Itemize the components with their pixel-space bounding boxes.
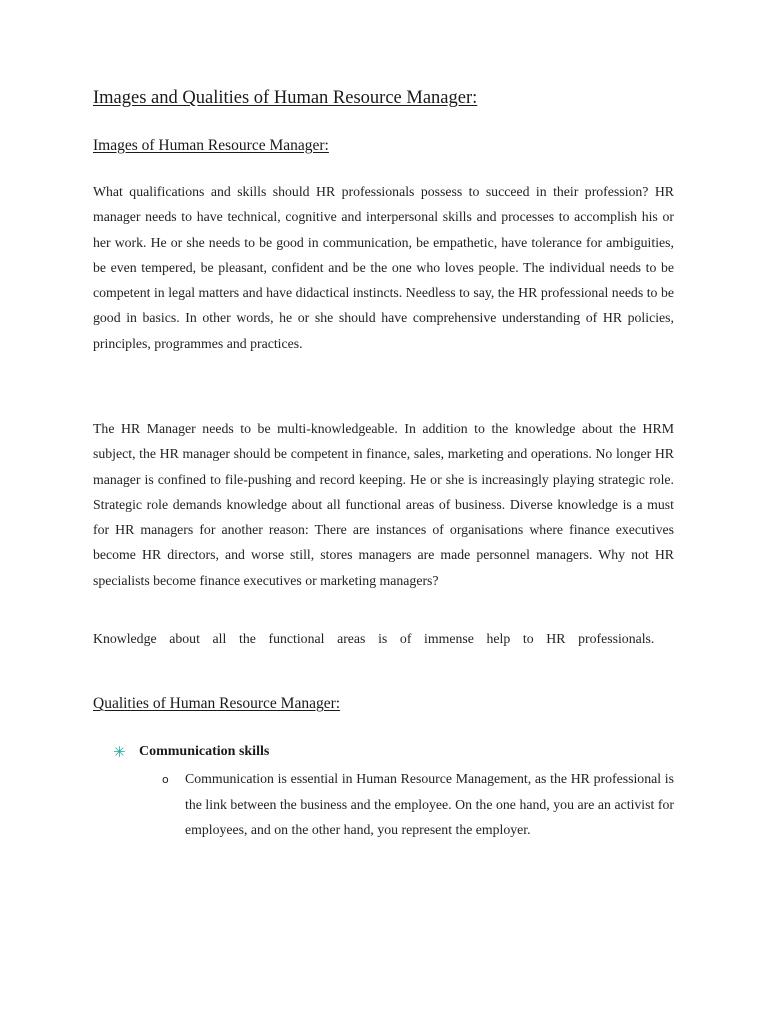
paragraph-qualifications: What qualifications and skills should HR professionals possess to succeed in their profession? HR manager needs to have technical, cognitive and interpersonal skills and processes to accomplish his or her work. He or she needs to be good in communication, be empathetic, have tolerance for ambiguities, be even tempered, be pleasant, confident and be the one who loves people. The individual needs to be competent in legal matters and have didactical instincts. Needless to say, the HR professional needs to be good in basics. In other words, he or she should have comprehensive understanding of HR policies, principles, programmes and practices. bbox=[93, 184, 674, 351]
sub-paragraph-communication: Communication is essential in Human Resource Management, as the HR professional is the link between the business and the employee. On the one hand, you are an activist for employees, and on the other hand, you represent the employer. bbox=[185, 771, 674, 838]
paragraph-multi-knowledge: The HR Manager needs to be multi-knowledgeable. In addition to the knowledge about the HRM subject, the HR manager should be competent in finance, sales, marketing and operations. No longer HR manager is confined to file-pushing and record keeping. He or she is increasingly playing strategic role. Strategic role demands knowledge about all functional areas of business. Diverse knowledge is a must for HR managers for another reason: There are instances of organisations where finance executives become HR directors, and worse still, stores managers are made personnel managers. Why not HR specialists become finance executives or marketing managers? bbox=[93, 421, 674, 588]
teal-asterisk-icon: ✳ bbox=[113, 742, 126, 761]
document-title: Images and Qualities of Human Resource Manager: bbox=[93, 88, 478, 108]
section-heading-images: Images of Human Resource Manager: bbox=[93, 137, 329, 154]
bullet-label: Communication skills bbox=[139, 744, 270, 759]
circle-bullet-icon: o bbox=[162, 773, 169, 786]
section-heading-qualities: Qualities of Human Resource Manager: bbox=[93, 695, 341, 712]
bullet-communication-skills bbox=[113, 741, 269, 763]
paragraph-functional-areas: Knowledge about all the functional areas is of immense help to HR professionals. bbox=[93, 631, 655, 646]
